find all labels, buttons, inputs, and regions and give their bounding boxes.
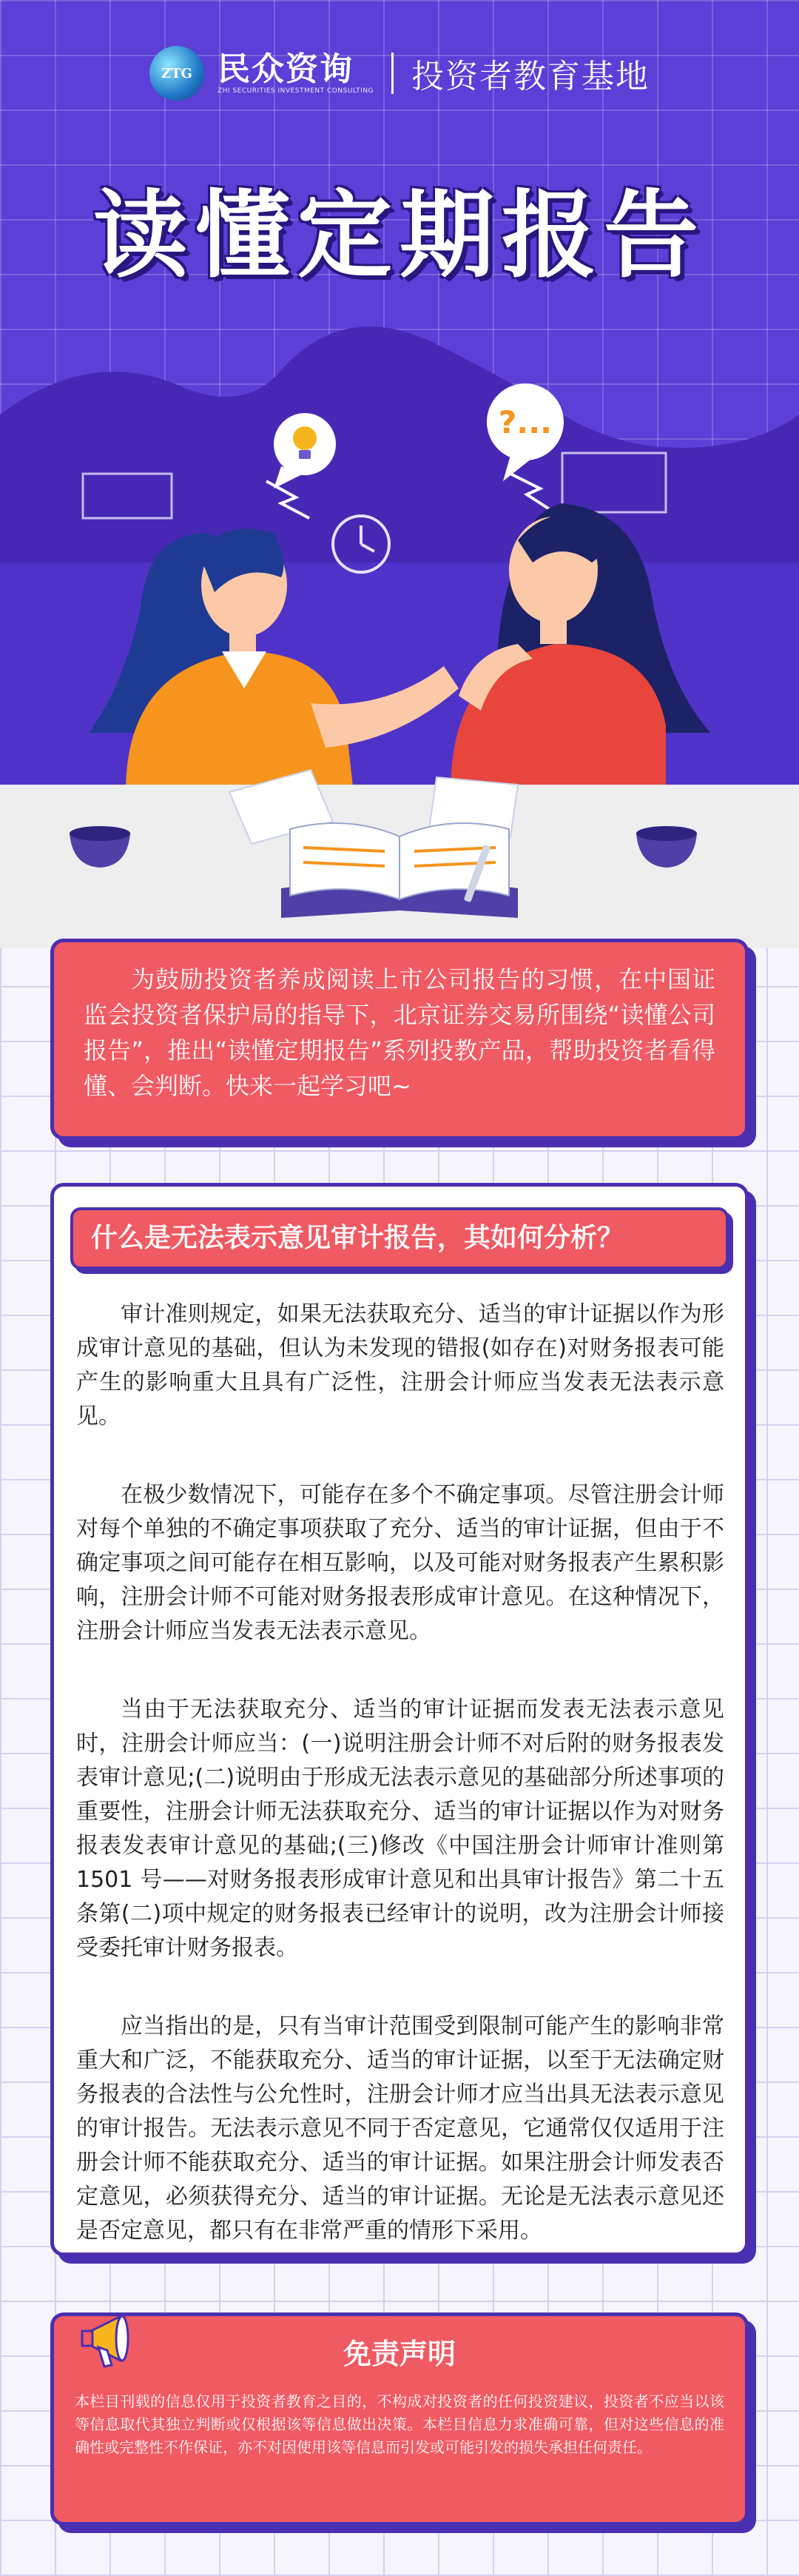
- hero-ground: [0, 563, 799, 785]
- disclaimer-box: [50, 2312, 749, 2526]
- megaphone-icon: [76, 2301, 165, 2375]
- brand-logo: ZTG: [149, 46, 204, 101]
- article-paragraph: 当由于无法获取充分、适当的审计证据而发表无法表示意见时，注册会计师应当：(一)说明注册会计师不对后附的财务报表发表审计意见;(二)说明由于形成无法表示意见的基础部分所述事项的重要性，注册会计师无法获取充分、适当的审计证据以作为对财务报表发表审计意见的基础;(三)修改《中国注册会计师审计准则第 1501 号——对财务报表形成审计意见和出具审计报告》第二十五条第(二)项中规定的财务报表已经审计的说明，改为注册会计师接受委托审计财务报表。: [76, 1697, 724, 1961]
- open-book-icon: [281, 823, 518, 918]
- brand-name-block: [218, 52, 374, 95]
- article-card: [50, 1183, 749, 2256]
- brand-header: [0, 46, 799, 101]
- question-heading: 什么是无法表示意见审计报告，其如何分析？: [70, 1207, 729, 1269]
- article-paragraph: 审计准则规定，如果无法获取充分、适当的审计证据以作为形成审计意见的基础，但认为未发现的错报(如存在)对财务报表可能产生的影响重大且具有广泛性，注册会计师应当发表无法表示意见。: [76, 1301, 724, 1429]
- mountain-shape: [0, 326, 799, 563]
- brand-divider: [391, 53, 394, 94]
- hero-banner: [0, 0, 799, 947]
- question-mark-text: ?...: [498, 404, 553, 440]
- page-title: 读懂定期报告: [92, 181, 706, 291]
- intro-box: [50, 939, 749, 1140]
- brand-name-en: ZHI SECURITIES INVESTMENT CONSULTING: [217, 87, 374, 95]
- article-paragraph: 应当指出的是，只有当审计范围受到限制可能产生的影响非常重大和广泛，不能获取充分、适当的审计证据，以至于无法确定财务报表的合法性与公允性时，注册会计师才应当出具无法表示意见的审计报告。无法表示意见不同于否定意见，它通常仅仅适用于注册会计师不能获取充分、适当的审计证据。如果注册会计师发表否定意见，必须获得充分、适当的审计证据。无论是无法表示意见还是否定意见，都只有在非常严重的情形下采用。: [76, 2013, 724, 2244]
- hero-illustration: [0, 0, 799, 947]
- brand-name: 民众资询: [217, 50, 354, 88]
- disclaimer-title: 免责声明: [343, 2338, 456, 2370]
- article-body: [76, 1298, 724, 2292]
- brand-subtitle: 投资者教育基地: [411, 58, 650, 95]
- intro-text: 为鼓励投资者养成阅读上市公司报告的习惯，在中国证监会投资者保护局的指导下，北京证券交易所围绕“读懂公司报告”，推出“读懂定期报告”系列投教产品，帮助投资者看得懂、会判断。快来一起学习吧~: [84, 965, 715, 1100]
- disclaimer-text: 本栏目刊载的信息仅用于投资者教育之目的，不构成对投资者的任何投资建议，投资者不应当以该等信息取代其独立判断或仅根据该等信息做出决策。本栏目信息力求准确可靠，但对这些信息的准确性或完整性不作保证，亦不对因使用该等信息而引发或可能引发的损失承担任何责任。: [75, 2392, 724, 2456]
- article-paragraph: 在极少数情况下，可能存在多个不确定事项。尽管注册会计师对每个单独的不确定事项获取了充分、适当的审计证据，但由于不确定事项之间可能存在相互影响，以及可能对财务报表产生累积影响，注册会计师不可能对财务报表形成审计意见。在这种情况下，注册会计师应当发表无法表示意见。: [76, 1482, 724, 1644]
